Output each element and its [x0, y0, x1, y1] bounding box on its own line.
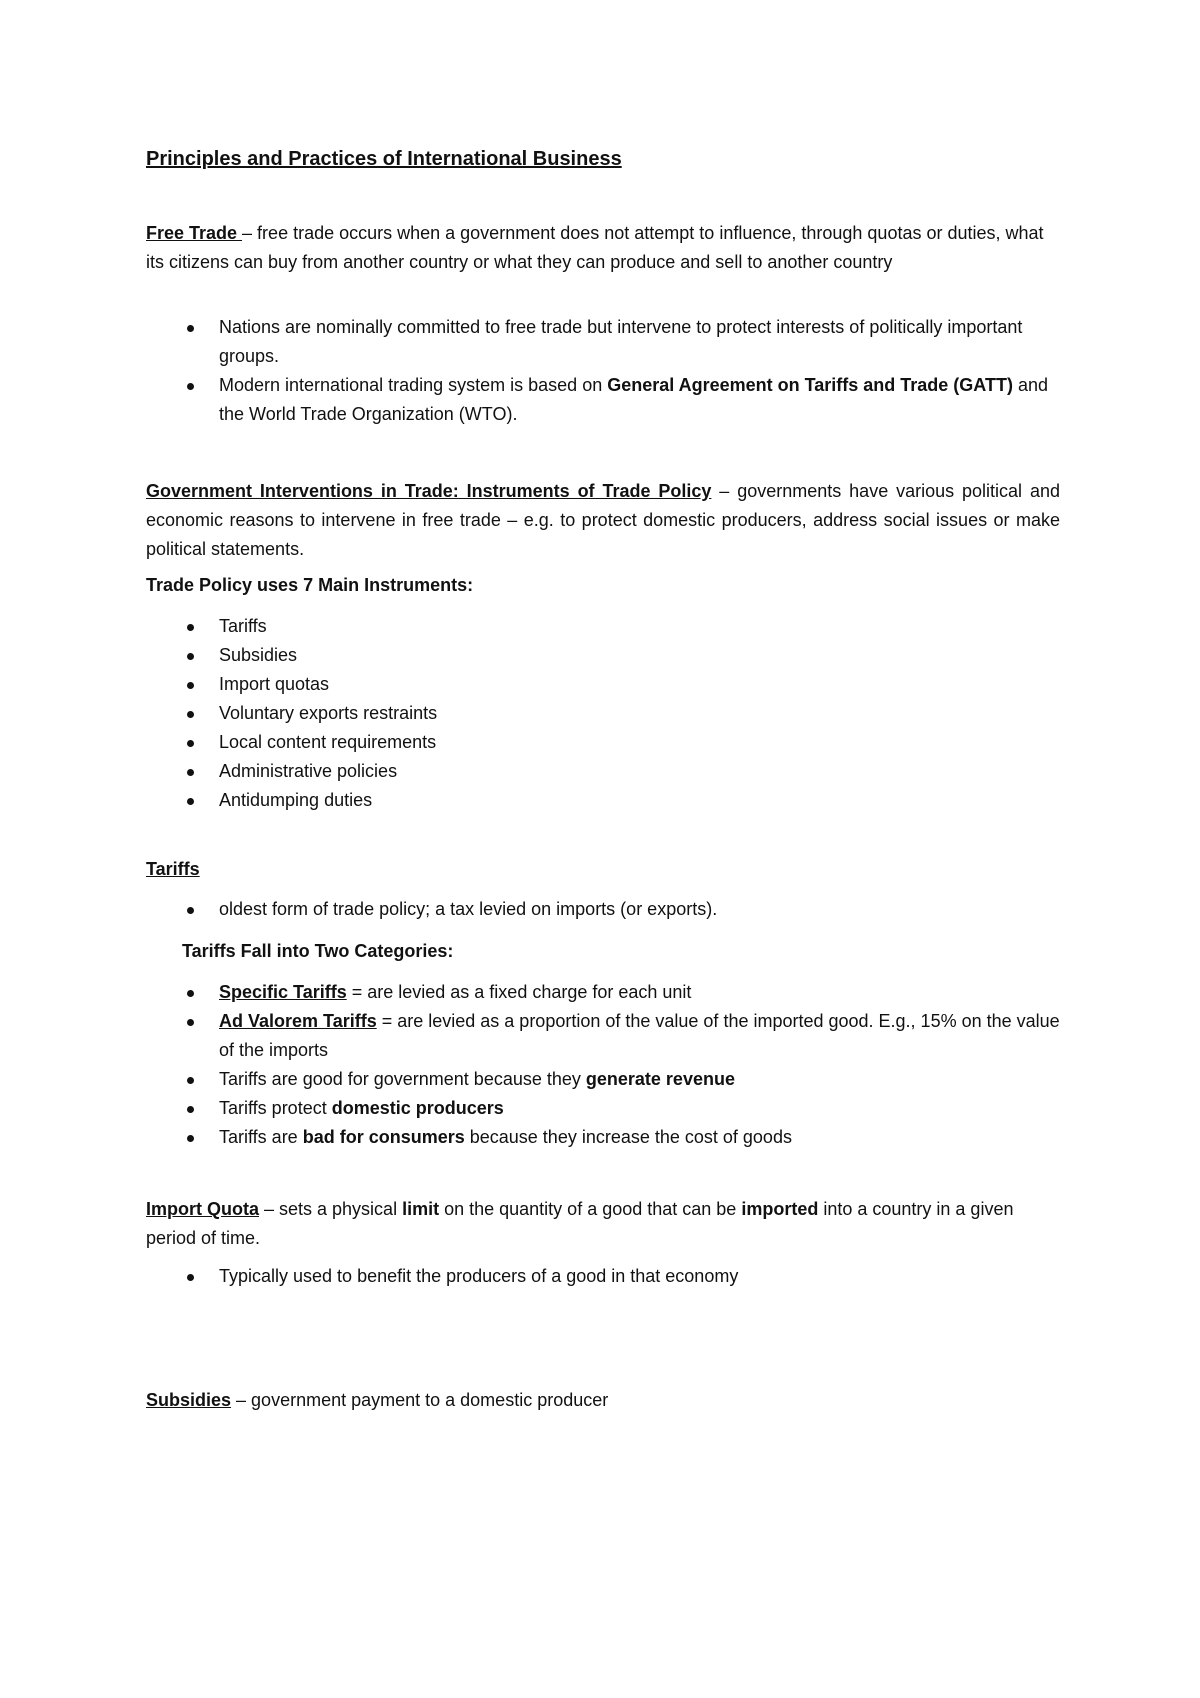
bold-text: bad for consumers [302, 1127, 465, 1147]
bullet-text: Tariffs protect [219, 1098, 332, 1118]
bullet-icon [187, 1019, 194, 1026]
text-run: into a country in a given period of time. [146, 1199, 1014, 1248]
list-item [146, 699, 1060, 728]
interventions-term: Government Interventions in Trade: Instruments of Trade Policy [146, 481, 712, 501]
free-trade-paragraph [146, 219, 1060, 277]
tariffs-heading: Tariffs [146, 859, 200, 879]
free-trade-definition: – free trade occurs when a government does not attempt to influence, through quotas or duties, what its citizens can buy from another country or what they can produce and sell to another country [146, 223, 1044, 272]
list-item [146, 1262, 1060, 1291]
import-quota-term: Import Quota [146, 1199, 259, 1219]
bullet-text: ). [506, 404, 518, 424]
instruments-list [146, 612, 1060, 815]
list-item [146, 1007, 1060, 1065]
bullet-icon [187, 740, 194, 747]
list-item [146, 895, 1060, 924]
bullet-icon [187, 682, 194, 689]
ad-valorem-term: Ad Valorem Tariffs [219, 1011, 377, 1031]
bullet-icon [187, 711, 194, 718]
bullet-icon [187, 769, 194, 776]
tariffs-intro-list [146, 895, 1060, 924]
free-trade-bullets [146, 313, 1060, 429]
bullet-icon [187, 990, 194, 997]
bold-text: imported [741, 1199, 819, 1219]
subsidies-term: Subsidies [146, 1390, 232, 1410]
bullet-icon [187, 1106, 194, 1113]
bullet-text: Nations are nominally committed to free trade but intervene to protect interests of politically important groups. [219, 317, 1023, 366]
instrument-label: Local content requirements [219, 732, 437, 752]
subsidies-definition: – government payment to a domestic producer [231, 1390, 609, 1410]
bullet-text: = are levied as a proportion of the value of the imported good. E.g., 15% on the value of the imports [219, 1011, 1060, 1060]
text-run: – sets a physical [259, 1199, 403, 1219]
list-item [146, 1065, 1060, 1094]
interventions-definition: – governments have various political and economic reasons to intervene in free trade – e.g. to protect domestic producers, address social issues or make political statements. [146, 481, 1060, 559]
instruments-heading: Trade Policy uses 7 Main Instruments: [146, 575, 474, 595]
specific-tariffs-term: Specific Tariffs [219, 982, 347, 1002]
bullet-text: Modern international trading system is based on [219, 375, 608, 395]
bullet-text: = are levied as a fixed charge for each unit [346, 982, 692, 1002]
bullet-icon [187, 624, 194, 631]
interventions-paragraph [146, 477, 1060, 564]
bullet-icon [187, 1077, 194, 1084]
bullet-text: because they increase the cost of goods [464, 1127, 792, 1147]
instrument-label: Subsidies [219, 645, 298, 665]
list-item [146, 313, 1060, 371]
bold-text: limit [402, 1199, 440, 1219]
bold-text: domestic producers [331, 1098, 504, 1118]
bullet-icon [187, 653, 194, 660]
wto-text: WTO [464, 404, 507, 424]
bullet-text: Tariffs are good for government because they [219, 1069, 586, 1089]
text-run: on the quantity of a good that can be [439, 1199, 742, 1219]
bullet-icon [187, 1135, 194, 1142]
tariff-categories-list [146, 978, 1060, 1152]
list-item [146, 728, 1060, 757]
list-item [146, 641, 1060, 670]
list-item [146, 1094, 1060, 1123]
instrument-label: Import quotas [219, 674, 330, 694]
gatt-bold: General Agreement on Tariffs and Trade (GATT) [607, 375, 1013, 395]
bullet-icon [187, 907, 194, 914]
bullet-icon [187, 325, 194, 332]
list-item [146, 371, 1060, 429]
import-quota-list [146, 1262, 1060, 1291]
list-item [146, 670, 1060, 699]
list-item [146, 786, 1060, 815]
import-quota-paragraph [146, 1195, 1060, 1253]
instrument-label: Antidumping duties [219, 790, 373, 810]
bold-text: generate revenue [585, 1069, 735, 1089]
bullet-text: Tariffs are [219, 1127, 303, 1147]
subsidies-paragraph [146, 1386, 1060, 1415]
free-trade-term: Free Trade [146, 223, 243, 243]
bullet-text: and the World Trade Organization ( [219, 375, 1048, 424]
bullet-text: oldest form of trade policy; a tax levied on imports (or exports). [219, 899, 718, 919]
list-item [146, 1123, 1060, 1152]
document-title: Principles and Practices of International Business [146, 148, 622, 170]
tariff-categories-heading: Tariffs Fall into Two Categories: [182, 941, 454, 961]
instrument-label: Tariffs [219, 616, 267, 636]
bullet-icon [187, 1274, 194, 1281]
list-item [146, 612, 1060, 641]
bullet-icon [187, 798, 194, 805]
bullet-icon [187, 383, 194, 390]
list-item [146, 978, 1060, 1007]
instrument-label: Administrative policies [219, 761, 398, 781]
bullet-text: Typically used to benefit the producers of a good in that economy [219, 1266, 739, 1286]
instrument-label: Voluntary exports restraints [219, 703, 438, 723]
list-item [146, 757, 1060, 786]
